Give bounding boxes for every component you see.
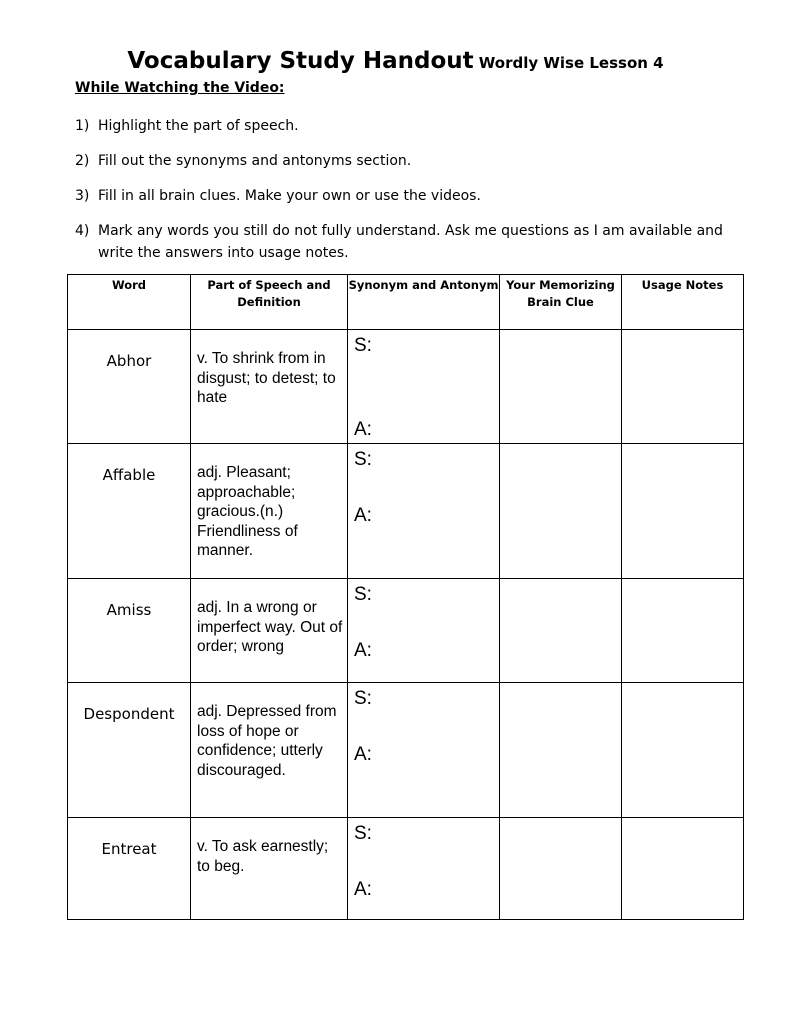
- column-header-definition: Part of Speech and Definition: [191, 275, 348, 330]
- instruction-text: Fill in all brain clues. Make your own or use the videos.: [98, 188, 481, 204]
- usage-notes-cell[interactable]: [622, 683, 744, 818]
- column-header-word: Word: [68, 275, 191, 330]
- antonym-label: A:: [354, 879, 372, 900]
- section-heading: While Watching the Video:: [75, 80, 285, 96]
- synonym-antonym-cell[interactable]: [348, 818, 500, 920]
- brain-clue-cell[interactable]: [500, 579, 622, 683]
- antonym-label: A:: [354, 419, 372, 440]
- synonym-label: S:: [354, 335, 372, 356]
- instruction-item: [75, 220, 735, 264]
- instruction-number: 2): [75, 153, 90, 169]
- word-cell: Affable: [68, 444, 191, 579]
- synonym-label: S:: [354, 823, 372, 844]
- usage-notes-cell[interactable]: [622, 818, 744, 920]
- instruction-text: Fill out the synonyms and antonyms section.: [98, 153, 412, 169]
- instruction-item: [75, 150, 735, 172]
- definition-cell: v. To shrink from in disgust; to detest; to hate: [191, 330, 348, 444]
- page-title: Vocabulary Study Handout: [127, 48, 474, 74]
- antonym-label: A:: [354, 744, 372, 765]
- instruction-text: Highlight the part of speech.: [98, 118, 299, 134]
- brain-clue-cell[interactable]: [500, 683, 622, 818]
- word-cell: Entreat: [68, 818, 191, 920]
- usage-notes-cell[interactable]: [622, 579, 744, 683]
- brain-clue-cell[interactable]: [500, 818, 622, 920]
- definition-cell: adj. Pleasant; approachable; gracious.(n.) Friendliness of manner.: [191, 444, 348, 579]
- instruction-item: [75, 115, 735, 137]
- brain-clue-cell[interactable]: [500, 444, 622, 579]
- synonym-label: S:: [354, 584, 372, 605]
- word-cell: Abhor: [68, 330, 191, 444]
- synonym-antonym-cell[interactable]: [348, 683, 500, 818]
- brain-clue-cell[interactable]: [500, 330, 622, 444]
- instruction-number: 4): [75, 223, 90, 239]
- table-row: [68, 683, 744, 818]
- synonym-antonym-cell[interactable]: [348, 579, 500, 683]
- instructions-list: [75, 115, 735, 277]
- synonym-antonym-cell[interactable]: [348, 444, 500, 579]
- definition-cell: v. To ask earnestly; to beg.: [191, 818, 348, 920]
- antonym-label: A:: [354, 640, 372, 661]
- instruction-number: 1): [75, 118, 90, 134]
- handout-title: [0, 48, 791, 74]
- usage-notes-cell[interactable]: [622, 444, 744, 579]
- definition-cell: adj. Depressed from loss of hope or confidence; utterly discouraged.: [191, 683, 348, 818]
- column-header-brain-clue: Your Memorizing Brain Clue: [500, 275, 622, 330]
- lesson-subtitle: Wordly Wise Lesson 4: [478, 54, 664, 72]
- instruction-text: Mark any words you still do not fully understand. Ask me questions as I am available and write the answers into usage notes.: [98, 223, 723, 261]
- column-header-usage-notes: Usage Notes: [622, 275, 744, 330]
- table-row: [68, 330, 744, 444]
- table-row: [68, 818, 744, 920]
- word-cell: Despondent: [68, 683, 191, 818]
- instruction-item: [75, 185, 735, 207]
- word-cell: Amiss: [68, 579, 191, 683]
- synonym-label: S:: [354, 688, 372, 709]
- usage-notes-cell[interactable]: [622, 330, 744, 444]
- instruction-number: 3): [75, 188, 90, 204]
- antonym-label: A:: [354, 505, 372, 526]
- table-row: [68, 444, 744, 579]
- synonym-antonym-cell[interactable]: [348, 330, 500, 444]
- table-row: [68, 579, 744, 683]
- table-header-row: [68, 275, 744, 330]
- definition-cell: adj. In a wrong or imperfect way. Out of order; wrong: [191, 579, 348, 683]
- vocabulary-table: [67, 274, 744, 920]
- column-header-synonym-antonym: Synonym and Antonym: [348, 275, 500, 330]
- synonym-label: S:: [354, 449, 372, 470]
